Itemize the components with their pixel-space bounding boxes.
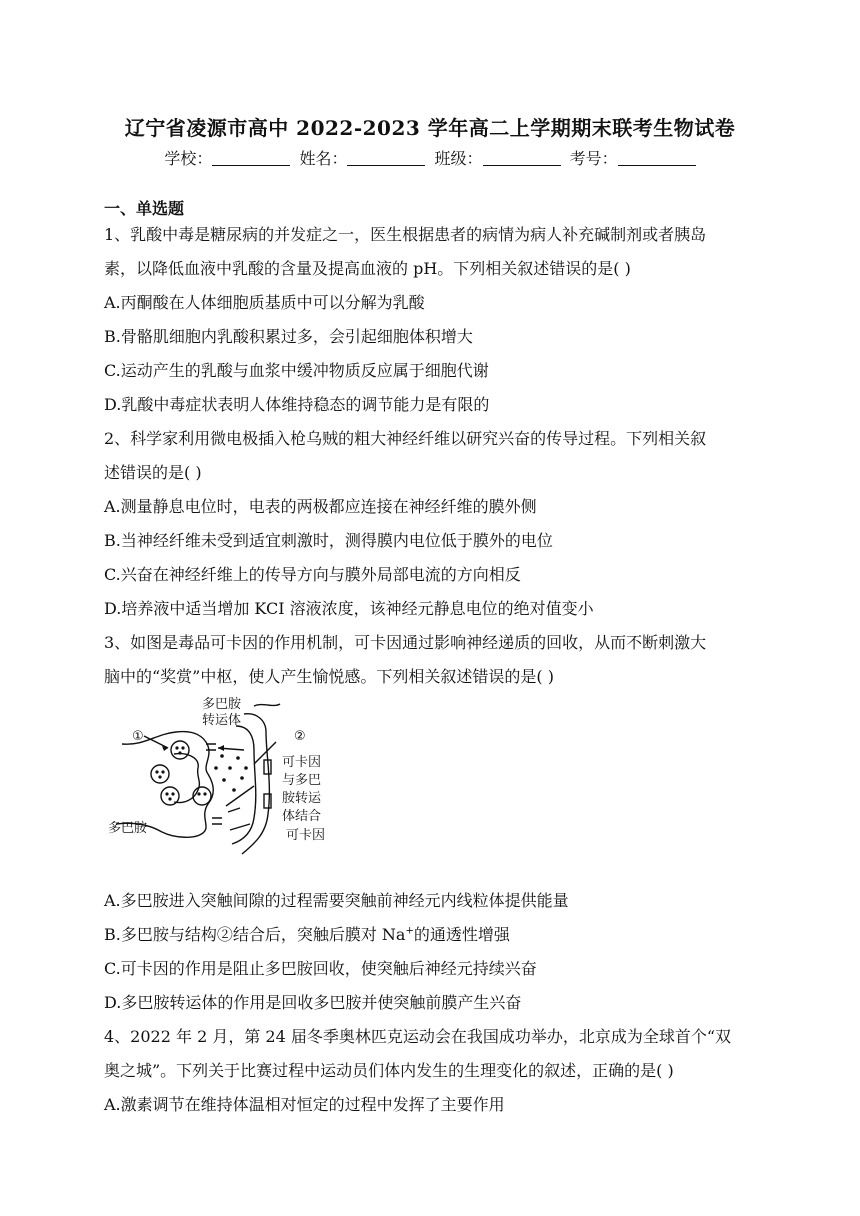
q3-option-b-superscript: + xyxy=(405,925,414,937)
exam-number-blank xyxy=(618,151,696,166)
q1-option-d: D.乳酸中毒症状表明人体维持稳态的调节能力是有限的 xyxy=(104,395,490,414)
class-blank xyxy=(483,151,561,166)
school-label: 学校： xyxy=(164,149,213,168)
q4-stem-line-1: 4、2022 年 2 月，第 24 届冬季奥林匹克运动会在我国成功举办，北京成为全球首个“双 xyxy=(104,1027,732,1046)
diagram-label-dopamine: 多巴胺 xyxy=(108,821,148,836)
q1-stem-line-2: 素，以降低血液中乳酸的含量及提高血液的 pH。下列相关叙述错误的是( ) xyxy=(104,259,631,278)
diagram-label-bind-3: 胺转运 xyxy=(282,791,322,806)
diagram-label-transporter-1: 多巴胺 xyxy=(202,697,242,712)
class-label: 班级： xyxy=(434,149,483,168)
diagram-label-bind-4: 体结合 xyxy=(282,809,322,824)
exam-number-label: 考号： xyxy=(569,149,618,168)
q3-option-a: A.多巴胺进入突触间隙的过程需要突触前神经元内线粒体提供能量 xyxy=(104,891,569,910)
q2-option-a: A.测量静息电位时，电表的两极都应连接在神经纤维的膜外侧 xyxy=(104,497,537,516)
cocaine-mechanism-diagram xyxy=(104,694,340,860)
school-blank xyxy=(212,151,290,166)
q2-option-c: C.兴奋在神经纤维上的传导方向与膜外局部电流的方向相反 xyxy=(104,565,521,584)
q3-option-b-text: B.多巴胺与结构②结合后，突触后膜对 Na xyxy=(104,925,406,944)
q2-stem-line-2: 述错误的是( ) xyxy=(104,463,202,482)
section-heading: 一、单选题 xyxy=(104,199,185,218)
q3-stem-line-1: 3、如图是毒品可卡因的作用机制，可卡因通过影响神经递质的回收，从而不断刺激大 xyxy=(104,633,707,652)
q3-stem-line-2: 脑中的“奖赏”中枢，使人产生愉悦感。下列相关叙述错误的是( ) xyxy=(104,667,554,686)
diagram-label-cocaine: 可卡因 xyxy=(286,828,326,843)
q4-stem-line-2: 奥之城”。下列关于比赛过程中运动员们体内发生的生理变化的叙述，正确的是( ) xyxy=(104,1061,674,1080)
q3-option-c: C.可卡因的作用是阻止多巴胺回收，使突触后神经元持续兴奋 xyxy=(104,959,537,978)
q1-option-b: B.骨骼肌细胞内乳酸积累过多，会引起细胞体积增大 xyxy=(104,327,473,346)
q2-stem-line-1: 2、科学家利用微电极插入枪乌贼的粗大神经纤维以研究兴奋的传导过程。下列相关叙 xyxy=(104,429,707,448)
q1-option-c: C.运动产生的乳酸与血浆中缓冲物质反应属于细胞代谢 xyxy=(104,361,489,380)
diagram-label-2: ② xyxy=(294,729,306,744)
name-blank xyxy=(347,151,425,166)
name-label: 姓名： xyxy=(299,149,348,168)
diagram-label-bind-1: 可卡因 xyxy=(282,755,322,770)
diagram-label-transporter-2: 转运体 xyxy=(202,713,242,728)
q4-option-a: A.激素调节在维持体温相对恒定的过程中发挥了主要作用 xyxy=(104,1095,505,1114)
q3-option-d: D.多巴胺转运体的作用是回收多巴胺并使突触前膜产生兴奋 xyxy=(104,993,522,1012)
q3-option-b-text-end: 的通透性增强 xyxy=(413,925,510,944)
q1-stem-line-1: 1、乳酸中毒是糖尿病的并发症之一，医生根据患者的病情为病人补充碱制剂或者胰岛 xyxy=(104,225,707,244)
q2-option-b: B.当神经纤维未受到适宜刺激时，测得膜内电位低于膜外的电位 xyxy=(104,531,553,550)
diagram-label-1: ① xyxy=(132,729,144,744)
q3-option-b xyxy=(104,922,764,945)
q2-option-d: D.培养液中适当增加 KCI 溶液浓度，该神经元静息电位的绝对值变小 xyxy=(104,599,594,618)
diagram-label-bind-2: 与多巴 xyxy=(282,773,322,788)
exam-title: 辽宁省凌源市高中 2022-2023 学年高二上学期期末联考生物试卷 xyxy=(124,116,736,140)
student-info-fields xyxy=(0,146,860,169)
q1-option-a: A.丙酮酸在人体细胞质基质中可以分解为乳酸 xyxy=(104,293,425,312)
